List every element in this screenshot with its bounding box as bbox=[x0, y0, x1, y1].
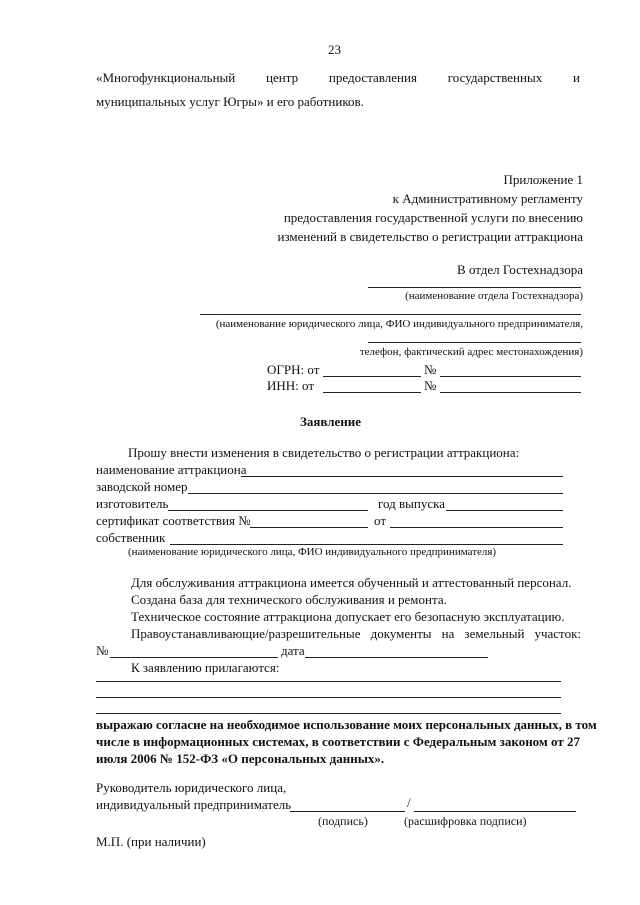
land-date-label: дата bbox=[281, 643, 305, 658]
attachments-line-3[interactable] bbox=[96, 713, 561, 714]
stamp-note: М.П. (при наличии) bbox=[96, 834, 206, 849]
owner-label: собственник bbox=[96, 530, 166, 545]
inn-number-sign: № bbox=[424, 378, 437, 393]
signature-slash: / bbox=[407, 795, 411, 810]
statement-condition: Техническое состояние аттракциона допускает его безопасную эксплуатацию. bbox=[131, 609, 565, 624]
inn-date-line[interactable] bbox=[323, 392, 421, 393]
department-caption: (наименование отдела Гостехнадзора) bbox=[405, 290, 583, 302]
signature-caption: (подпись) bbox=[318, 814, 368, 828]
ogrn-number-line[interactable] bbox=[440, 376, 581, 377]
appendix-line-2: к Административному регламенту bbox=[392, 191, 583, 206]
applicant-line[interactable] bbox=[200, 314, 581, 315]
intro-line-2: муниципальных услуг Югры» и его работников. bbox=[96, 94, 364, 109]
contact-caption: телефон, фактический адрес местонахождения) bbox=[359, 346, 583, 358]
certificate-date-line[interactable] bbox=[390, 527, 563, 528]
intro-line-1: «Многофункциональный центр предоставления государственных и bbox=[96, 70, 580, 85]
signature-line[interactable] bbox=[290, 811, 405, 812]
statement-land-docs: Правоустанавливающие/разрешительные документы на земельный участок: bbox=[131, 626, 581, 641]
appendix-line-3: предоставления государственной услуги по внесению bbox=[283, 210, 583, 225]
signature-decoding-line[interactable] bbox=[414, 811, 576, 812]
page-number: 23 bbox=[328, 42, 341, 57]
inn-label: ИНН: от bbox=[267, 378, 315, 393]
contact-line[interactable] bbox=[368, 342, 581, 343]
consent-line-1: выражаю согласие на необходимое использование моих персональных данных, в том bbox=[96, 717, 597, 732]
document-title: Заявление bbox=[300, 414, 362, 429]
serial-number-line[interactable] bbox=[188, 493, 563, 494]
ogrn-date-line[interactable] bbox=[323, 376, 421, 377]
manufacturer-line[interactable] bbox=[168, 510, 368, 511]
applicant-caption: (наименование юридического лица, ФИО индивидуального предпринимателя, bbox=[215, 318, 583, 330]
attraction-name-label: наименование аттракциона bbox=[96, 462, 247, 477]
owner-line[interactable] bbox=[170, 544, 563, 545]
decoding-caption: (расшифровка подписи) bbox=[404, 814, 527, 828]
year-line[interactable] bbox=[446, 510, 563, 511]
signer-line-1: Руководитель юридического лица, bbox=[96, 780, 287, 795]
consent-line-2: числе в информационных системах, в соответствии с Федеральным законом от 27 bbox=[96, 734, 581, 749]
to-department: В отдел Гостехнадзора bbox=[457, 262, 583, 277]
statement-staff: Для обслуживания аттракциона имеется обученный и аттестованный персонал. bbox=[131, 575, 572, 590]
serial-number-label: заводской номер bbox=[96, 479, 188, 494]
certificate-from-label: от bbox=[374, 513, 387, 528]
land-date-line[interactable] bbox=[305, 657, 488, 658]
ogrn-label: ОГРН: от bbox=[267, 362, 320, 377]
inn-number-line[interactable] bbox=[440, 392, 581, 393]
ogrn-number-sign: № bbox=[424, 362, 437, 377]
manufacturer-label: изготовитель bbox=[96, 496, 169, 511]
signer-line-2: индивидуальный предприниматель bbox=[96, 797, 292, 812]
attraction-name-line[interactable] bbox=[241, 476, 563, 477]
land-number-sign: № bbox=[96, 643, 109, 658]
attachments-line-2[interactable] bbox=[96, 697, 561, 698]
certificate-number-line[interactable] bbox=[250, 527, 368, 528]
appendix-title: Приложение 1 bbox=[503, 172, 583, 187]
certificate-label: сертификат соответствия № bbox=[96, 513, 251, 528]
owner-caption: (наименование юридического лица, ФИО индивидуального предпринимателя) bbox=[128, 546, 497, 558]
year-label: год выпуска bbox=[378, 496, 445, 511]
attachments-line-1[interactable] bbox=[96, 681, 561, 682]
request-text: Прошу внести изменения в свидетельство о регистрации аттракциона: bbox=[128, 445, 520, 460]
attachments-label: К заявлению прилагаются: bbox=[131, 660, 280, 675]
statement-base: Создана база для технического обслуживания и ремонта. bbox=[131, 592, 447, 607]
department-line[interactable] bbox=[368, 287, 581, 288]
land-number-line[interactable] bbox=[110, 657, 278, 658]
consent-line-3: июля 2006 № 152-ФЗ «О персональных данных». bbox=[96, 751, 385, 766]
appendix-line-4: изменений в свидетельство о регистрации аттракциона bbox=[277, 229, 583, 244]
